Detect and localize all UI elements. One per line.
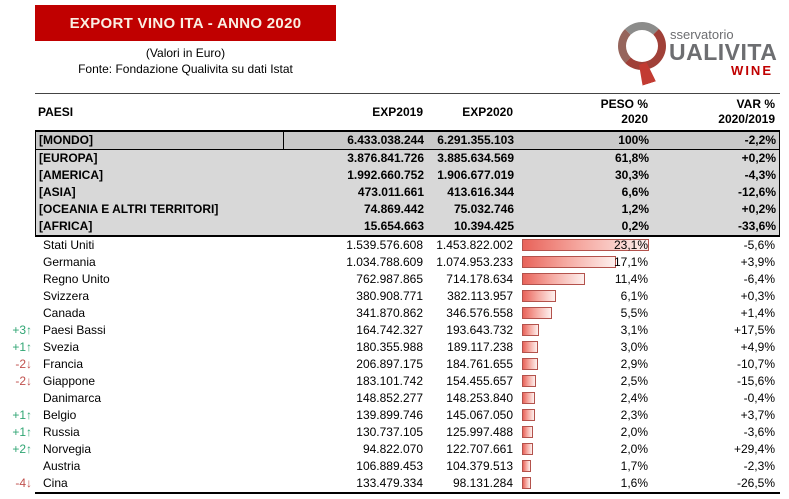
country-name: Svezia [43, 340, 80, 354]
country-row [12, 424, 780, 441]
exp2020-value: 3.885.634.569 [437, 151, 514, 165]
peso-cell [518, 339, 653, 356]
peso-value: 3,1% [620, 323, 648, 337]
var-value: +29,4% [733, 442, 775, 456]
country-name: Germania [43, 255, 96, 269]
peso-cell [519, 184, 654, 201]
country-name: Danimarca [43, 391, 102, 405]
country-name: Francia [43, 357, 84, 371]
exp2020-value: 714.178.634 [446, 272, 513, 286]
country-name: Russia [43, 425, 80, 439]
exp2020-value: 1.906.677.019 [437, 168, 514, 182]
region-name: [AFRICA] [39, 219, 93, 233]
peso-bar [522, 409, 535, 421]
country-row [15, 475, 780, 492]
exp2019-value: 1.034.788.609 [346, 255, 423, 269]
country-row [12, 322, 780, 339]
peso-cell [518, 458, 653, 475]
exp2020-value: 104.379.513 [446, 459, 513, 473]
var-value: +4,9% [740, 340, 775, 354]
rank-change-indicator: -2↓ [15, 374, 32, 388]
peso-cell [518, 237, 653, 254]
exp2020-value: 184.761.655 [446, 357, 513, 371]
peso-bar [522, 307, 552, 319]
peso-cell [519, 201, 654, 218]
exp2020-value: 98.131.284 [452, 476, 513, 490]
exp2020-value: 189.117.238 [447, 340, 513, 354]
country-row [12, 407, 780, 424]
country-row [15, 373, 780, 390]
country-row [35, 288, 780, 305]
var-value: +1,4% [740, 306, 775, 320]
peso-bar [522, 324, 539, 336]
column-header-var-line1: VAR % [736, 97, 775, 111]
peso-cell [518, 288, 653, 305]
country-name: Belgio [43, 408, 77, 422]
country-rows [12, 237, 780, 494]
region-name: [EUROPA] [39, 151, 98, 165]
peso-value: 2,5% [620, 374, 648, 388]
peso-bar [522, 290, 556, 302]
column-header-peso-line2: 2020 [621, 112, 648, 126]
rank-change-indicator: +3↑ [12, 323, 32, 337]
region-name: [OCEANIA E ALTRI TERRITORI] [39, 202, 219, 216]
exp2020-value: 10.394.425 [453, 219, 514, 233]
peso-value: 30,3% [614, 168, 649, 182]
peso-cell [518, 254, 653, 271]
peso-value: 5,5% [620, 306, 648, 320]
var-value: +17,5% [733, 323, 775, 337]
exp2020-value: 154.455.657 [446, 374, 513, 388]
aggregate-row [36, 201, 779, 218]
exp2019-value: 341.870.862 [356, 306, 423, 320]
exp2019-value: 762.987.865 [356, 272, 423, 286]
var-value: -6,4% [743, 272, 775, 286]
aggregate-row [36, 184, 779, 201]
country-name: Canada [43, 306, 86, 320]
rank-change-indicator: +2↑ [12, 442, 32, 456]
peso-value: 2,9% [620, 357, 648, 371]
peso-value: 6,6% [621, 185, 649, 199]
peso-value: 17,1% [613, 255, 648, 269]
exp2020-value: 346.576.558 [446, 306, 513, 320]
var-value: +0,2% [741, 151, 776, 165]
peso-value: 23,1% [613, 238, 648, 252]
country-name: Giappone [43, 374, 96, 388]
column-header-peso-line1: PESO % [600, 97, 648, 111]
peso-cell [518, 475, 653, 492]
column-header-exp2019: EXP2019 [372, 105, 423, 119]
peso-value: 1,6% [620, 476, 648, 490]
exp2019-value: 106.889.453 [356, 459, 423, 473]
exp2020-value: 122.707.661 [446, 442, 513, 456]
exp2020-value: 75.032.746 [453, 202, 514, 216]
exp2019-value: 206.897.175 [356, 357, 423, 371]
peso-cell [519, 132, 654, 149]
var-value: -4,3% [744, 168, 776, 182]
peso-bar [522, 341, 538, 353]
exp2019-value: 180.355.988 [356, 340, 423, 354]
peso-cell [518, 441, 653, 458]
export-table [12, 93, 780, 494]
country-name: Cina [43, 476, 68, 490]
country-name: Regno Unito [43, 272, 110, 286]
magnifier-icon [618, 22, 666, 70]
var-value: +0,3% [740, 289, 775, 303]
peso-bar [522, 392, 535, 404]
exp2019-value: 3.876.841.726 [347, 151, 424, 165]
exp2019-value: 1.992.660.752 [347, 168, 424, 182]
exp2019-value: 164.742.327 [356, 323, 423, 337]
var-value: -3,6% [743, 425, 775, 439]
peso-value: 2,0% [620, 442, 648, 456]
exp2019-value: 15.654.663 [363, 219, 424, 233]
var-value: -0,4% [743, 391, 775, 405]
peso-cell [518, 373, 653, 390]
var-value: +3,9% [740, 255, 775, 269]
peso-bar [522, 375, 536, 387]
var-value: -33,6% [737, 219, 776, 233]
exp2019-value: 380.908.771 [356, 289, 423, 303]
var-value: +0,2% [741, 202, 776, 216]
country-row [35, 271, 780, 288]
aggregate-row [36, 150, 779, 167]
exp2020-value: 148.253.840 [446, 391, 513, 405]
peso-value: 0,2% [621, 219, 649, 233]
exp2019-value: 139.899.746 [356, 408, 423, 422]
logo-text-osservatorio: sservatorio [670, 27, 734, 42]
subtitle-valori: (Valori in Euro) [145, 46, 226, 60]
region-name: [ASIA] [39, 185, 76, 199]
var-value: -15,6% [736, 374, 775, 388]
peso-value: 1,7% [620, 459, 648, 473]
column-header-var-line2: 2020/2019 [718, 112, 775, 126]
country-row [35, 458, 780, 475]
peso-cell [519, 150, 654, 167]
country-row [12, 441, 780, 458]
rank-change-indicator: +1↑ [12, 425, 32, 439]
logo-text-wine: WINE [731, 63, 773, 78]
aggregate-rows [35, 132, 780, 237]
peso-value: 6,1% [620, 289, 648, 303]
country-row [15, 356, 780, 373]
exp2020-value: 193.643.732 [446, 323, 513, 337]
country-name: Paesi Bassi [43, 323, 106, 337]
peso-value: 3,0% [620, 340, 648, 354]
peso-value: 2,0% [620, 425, 648, 439]
rank-change-indicator: +1↑ [12, 340, 32, 354]
logo-text-qualivita: UALIVITA [669, 39, 778, 65]
exp2019-value: 148.852.277 [356, 391, 423, 405]
country-name: Stati Uniti [43, 238, 95, 252]
column-header-peso [518, 97, 653, 127]
title-banner [35, 5, 336, 41]
exp2020-value: 1.074.953.233 [436, 255, 513, 269]
var-value: +3,7% [740, 408, 775, 422]
country-name: Norvegia [43, 442, 92, 456]
peso-cell [519, 167, 654, 184]
qualivita-logo [598, 15, 778, 87]
page-title: EXPORT VINO ITA - ANNO 2020 [69, 14, 302, 32]
rank-change-indicator: -2↓ [15, 357, 32, 371]
peso-bar [522, 426, 533, 438]
peso-bar [522, 256, 616, 268]
peso-cell [518, 424, 653, 441]
table-header [35, 93, 780, 132]
peso-cell [519, 218, 654, 235]
rank-change-indicator: +1↑ [12, 408, 32, 422]
exp2019-value: 133.479.334 [356, 476, 423, 490]
peso-value: 61,8% [614, 151, 649, 165]
column-header-var [653, 97, 780, 127]
exp2019-value: 94.822.070 [362, 442, 423, 456]
peso-cell [518, 356, 653, 373]
var-value: -26,5% [736, 476, 775, 490]
exp2020-value: 1.453.822.002 [436, 238, 513, 252]
peso-cell [518, 271, 653, 288]
peso-value: 2,3% [620, 408, 648, 422]
rank-change-indicator: -4↓ [15, 476, 32, 490]
var-value: -5,6% [743, 238, 775, 252]
exp2019-value: 183.101.742 [356, 374, 423, 388]
column-header-paesi: PAESI [38, 105, 74, 119]
exp2019-value: 6.433.038.244 [347, 133, 424, 147]
peso-value: 100% [618, 133, 649, 147]
var-value: -10,7% [736, 357, 775, 371]
var-value: -2,2% [744, 133, 776, 147]
peso-value: 2,4% [620, 391, 648, 405]
column-header-exp2020: EXP2020 [462, 105, 513, 119]
exp2020-value: 382.113.957 [447, 289, 513, 303]
peso-bar [522, 273, 585, 285]
aggregate-row [36, 218, 779, 235]
peso-cell [518, 322, 653, 339]
peso-value: 1,2% [621, 202, 649, 216]
peso-cell [518, 305, 653, 322]
subtitle-fonte: Fonte: Fondazione Qualivita su dati Istat [78, 62, 293, 76]
exp2020-value: 413.616.344 [447, 185, 514, 199]
country-row [12, 339, 780, 356]
aggregate-row [36, 132, 779, 150]
exp2020-value: 125.997.488 [446, 425, 513, 439]
exp2019-value: 130.737.105 [356, 425, 423, 439]
peso-bar [522, 460, 531, 472]
peso-bar [522, 477, 531, 489]
country-name: Svizzera [43, 289, 90, 303]
aggregate-row [36, 167, 779, 184]
country-row [35, 305, 780, 322]
var-value: -12,6% [737, 185, 776, 199]
peso-cell [518, 407, 653, 424]
country-row [35, 390, 780, 407]
var-value: -2,3% [743, 459, 775, 473]
exp2020-value: 145.067.050 [446, 408, 513, 422]
country-name: Austria [43, 459, 81, 473]
exp2019-value: 74.869.442 [363, 202, 424, 216]
exp2020-value: 6.291.355.103 [437, 133, 514, 147]
country-row [35, 237, 780, 254]
country-row [35, 254, 780, 271]
peso-cell [518, 390, 653, 407]
exp2019-value: 1.539.576.608 [346, 238, 423, 252]
peso-bar [522, 443, 533, 455]
peso-value: 11,4% [614, 272, 648, 286]
exp2019-value: 473.011.661 [357, 185, 424, 199]
region-name: [MONDO] [36, 132, 284, 149]
peso-bar [522, 358, 538, 370]
region-name: [AMERICA] [39, 168, 103, 182]
